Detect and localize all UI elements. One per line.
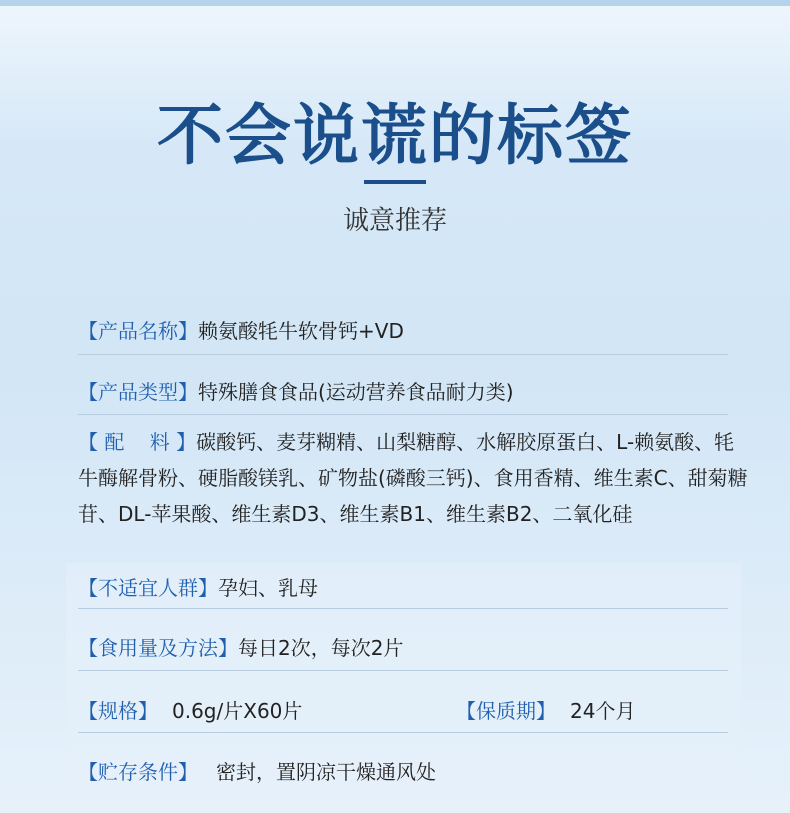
ingredients-label: 【 配 料 】 (78, 430, 197, 454)
ingredients-block (78, 424, 748, 532)
page-title: 不会说谎的标签 (157, 97, 633, 174)
storage-label: 【贮存条件】 (78, 760, 198, 784)
storage-row (78, 756, 436, 785)
page-subtitle: 诚意推荐 (342, 206, 447, 236)
shelf-life-row (456, 695, 635, 724)
divider (78, 732, 728, 733)
top-accent-bar (0, 0, 790, 6)
product-type-value: 特殊膳食食品(运动营养食品耐力类) (198, 380, 514, 404)
usage-label: 【食用量及方法】 (78, 636, 238, 660)
product-type-row (78, 376, 514, 405)
spec-label: 【规格】 (78, 699, 158, 723)
product-name-row (78, 315, 404, 344)
unsuitable-label: 【不适宜人群】 (78, 576, 218, 600)
divider (78, 670, 728, 671)
spec-value: 0.6g/片X60片 (172, 699, 303, 723)
divider (78, 414, 728, 415)
shelf-life-value: 24个月 (570, 699, 636, 723)
storage-value: 密封，置阴凉干燥通风处 (216, 760, 436, 784)
spec-row (78, 695, 302, 724)
divider (78, 354, 728, 355)
usage-value: 每日2次，每次2片 (238, 636, 404, 660)
divider (78, 608, 728, 609)
unsuitable-row (78, 572, 318, 601)
ingredients-value: 碳酸钙、麦芽糊精、山梨糖醇、水解胶原蛋白、L-赖氨酸、牦牛酶解骨粉、硬脂酸镁乳、矿物盐(磷酸三钙)、食用香精、维生素C、甜菊糖苷、DL-苹果酸、维生素D3、维生素B1、维生素B2、二氧化硅 (78, 430, 748, 526)
shelf-life-label: 【保质期】 (456, 699, 556, 723)
product-name-value: 赖氨酸牦牛软骨钙+VD (198, 319, 404, 343)
unsuitable-value: 孕妇、乳母 (218, 576, 318, 600)
usage-row (78, 632, 403, 661)
product-name-label: 【产品名称】 (78, 319, 198, 343)
product-type-label: 【产品类型】 (78, 380, 198, 404)
title-underline (364, 180, 426, 184)
